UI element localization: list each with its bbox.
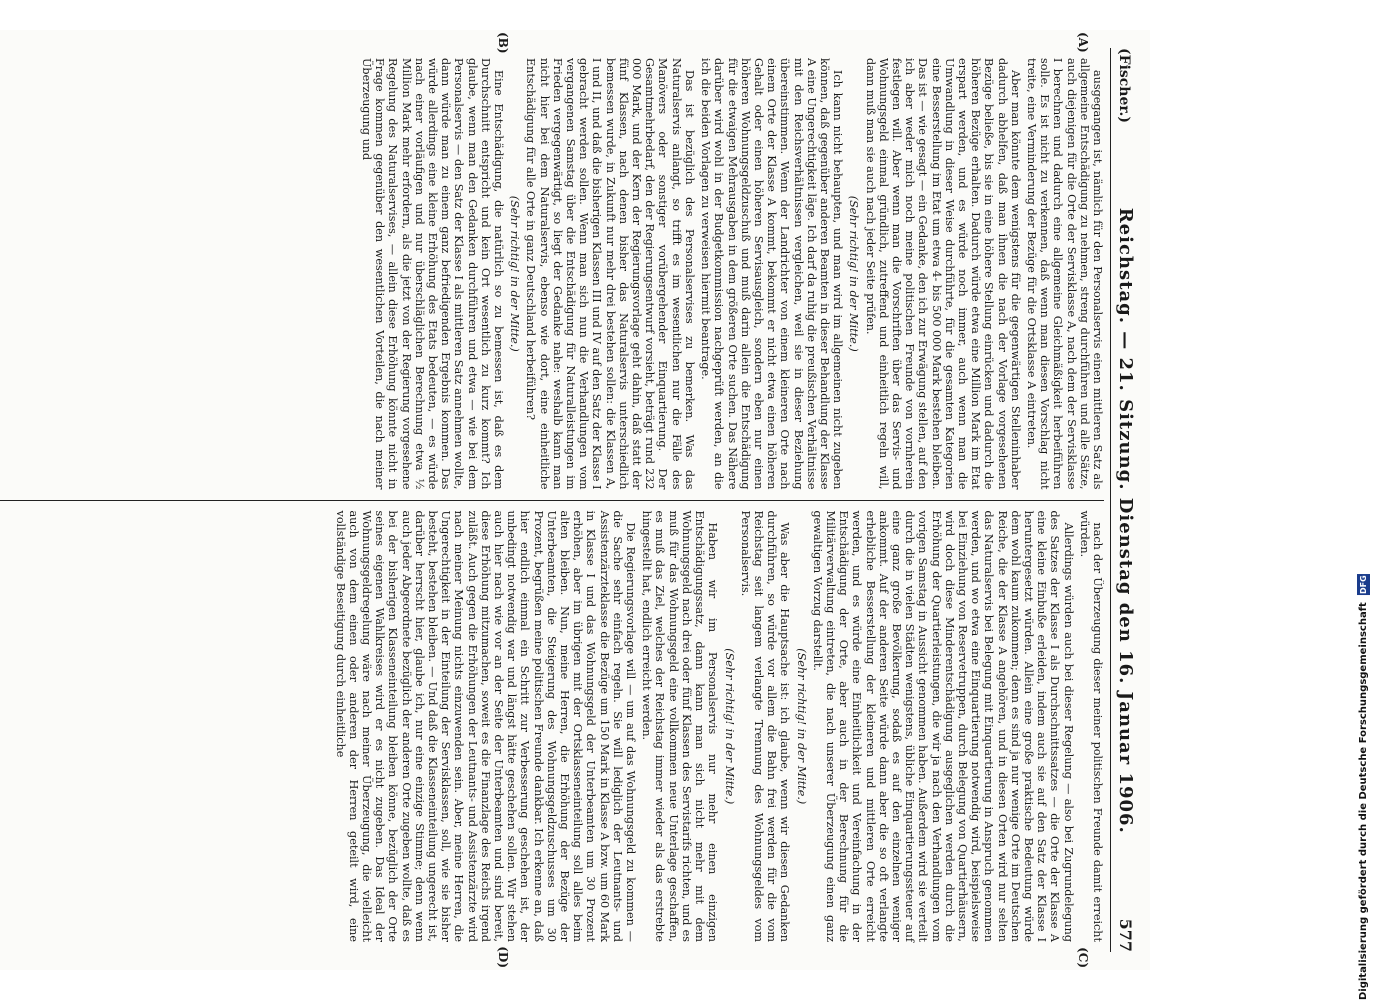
attribution-text bbox=[1357, 568, 1370, 1000]
page-number: 577 bbox=[1116, 918, 1135, 952]
interjection: (Sehr richtig! in der Mitte.) bbox=[847, 195, 861, 352]
margin-marker-d: (D) bbox=[496, 946, 510, 968]
paragraph: ausgegangen ist, nämlich für den Personalservis einen mittleren Satz als allgemeine Entschädigung zu nehmen, streng durchführen und alle Sätze, auch diejenigen für die Orte der Servisklasse A, nach dem der Servisklasse I berechnen und dadurch eine allgemeine Gleichmäßigkeit herbeiführen solle. Es ist nicht zu verkennen, daß wenn man diesen Vorschlag nicht treite, eine Verminderung der Bezüge für die Ortsklasse A eintreten. bbox=[1024, 58, 1104, 490]
paragraph: Das ist bezüglich des Personalservises zu bemerken. Was das Naturalservis anlangt, so trifft es im wesentlichen nur die Fälle des Manövers oder sonstiger vorübergehender Einquartierung. Der Gesamtmehrbedarf, den der Regierungsentwurf vorsieht, beträgt rund 232 000 Mark, und der Kern der Regierungsvorlage geht dahin, daß statt der fünf Klassen, nach denen bisher das Naturalservis unterschiedlich bemessen wurde, in Zukunft nur mehr drei bestehen sollen: die Klassen A, I und II, und daß die bisherigen Klassen III und IV auf den Satz der Klasse I gebracht werden sollen. Wenn man sich nun die Verhandlungen vom vergangenen Samstag über die Entschädigung für Naturalleistungen im Frieden vergegenwärtigt, so liegt der Gedanke nahe: weshalb kann man nicht hier bei dem Naturalservis, ebenso wie dort, eine einheitliche Entschädigung für alle Orte in ganz Deutschland herbeiführen? bbox=[524, 58, 696, 490]
interjection: (Sehr richtig! in der Mitte.) bbox=[794, 648, 808, 805]
paragraph: Allerdings würden auch bei dieser Regelung — also bei Zugrundelegung des Satzes der Klasse I als Durchschnittssatzes — die Orte der Klasse A eine kleine Einbuße erleiden, indem auch sie auf den Satz der Klasse I heruntergesetzt würden. Allein eine große praktische Bedeutung würde dem wohl kaum zukommen; denn es sind ja nur wenige Orte im Deutschen Reiche, die der Klasse A angehören, und in diesen Orten wird nur selten das Naturalservis bei Belegung mit Einquartierung in Anspruch genommen werden, und wo etwa eine Einquartierung notwendig wird, beispielsweise bei Einziehung von Reservetruppen, durch Belegung von Quartierhäusern, wird doch diese Minderentschädigung ausgeglichen werden durch die Erhöhung der Quartierleistungen, die wir ja nach den Verhandlungen vom vorigen Samstag in Aussicht genommen haben. Außerdem wird sie verteilt durch die in vielen Städten wenigstens, übliche Einquartierungssteuer auf eine ganz große Bevölkerung, sodaß es auf den einzelnen weniger ankommt. Auf der anderen Seite würde dann aber die so oft verlangte erhebliche Besserstellung der kleineren und mittleren Orte erreicht werden, und es würde eine Einheitlichkeit und Vereinfachung in der Entschädigung der Orte, aber auch in der Berechnung für die Militärverwaltung eintreten, die nach unserer Überzeugung einen ganz gewaltigen Vorzug darstellt. bbox=[810, 510, 1075, 942]
right-column bbox=[0, 500, 1104, 953]
interjection: (Sehr richtig! in der Mitte.) bbox=[508, 195, 522, 352]
paragraph: Aber man könnte dem wenigstens für die gegenwärtigen Stelleninhaber dadurch abhelfen, daß man ihnen die nach der Vorlage vorgesehenen Bezüge beließe, bis sie in eine höhere Stellung einrücken und dadurch die höheren Bezüge erhalten. Dadurch würde etwa eine Million Mark im Etat erspart werden, und es würde noch immer, auch wenn man die Umwandlung in dieser Weise durchführte, für die gesamten Kategorien eine Besserstellung im Etat um etwa 4- bis 500 000 Mark bestehen bleiben. Das ist — wie gesagt — ein Gedanke, den ich zur Erwägung stellen, auf den ich aber weder mich noch meine politischen Freunde von vornherein festlegen will. Aber wenn man die Vorschriften über das Servis- und Wohnungsgeld einmal gründlich, zutreffend und einheitlich regeln will, dann muß man sie auch nach jeder Seite prüfen. bbox=[863, 58, 1022, 490]
paragraph: Haben wir im Personalservis nur mehr einen einzigen Entschädigungssatz, dann kann man sich nicht mehr mit dem Wohnungsgeld nach drei oder fünf Klassen des Servistarifs richten, und es muß für das Wohnungsgeld eine vollkommen neue Unterlage geschaffen, es muß das Ziel, welches der Reichstag immer wieder als das erstrebte hingestellt hat, endlich erreicht werden. bbox=[640, 510, 720, 942]
margin-marker-a: (A) bbox=[1076, 32, 1090, 53]
paragraph: Was aber die Hauptsache ist: ich glaube, wenn wir diesen Gedanken durchführen, so würde vor allem die Bahn frei werden für die vom Reichstag seit langem verlangte Trennung des Wohnungsgeldes vom Personalservis. bbox=[738, 510, 792, 942]
attribution-strip bbox=[1353, 0, 1373, 1000]
paragraph: Ich kann nicht behaupten, und man wird im allgemeinen nicht zugeben können, daß gegenüber anderen Beamten in dieser Behandlung der Klasse A eine Ungerechtigkeit läge. Ich darf da ruhig die preußischen Verhältnisse mit den Reichsverhältnissen vergleichen, weil sie in dieser Beziehung übereinstimmen. Wenn der Landrichter von einem kleineren Orte nach einem Orte der Klasse A kommt, bekommt er nicht etwa einen höheren Gehalt oder einen höheren Servisausgleich, sondern eben nur einen höheren Wohnungsgeldzuschuß und muß darin allein die Entschädigung für die etwaigen Mehrausgaben in dem größeren Orte suchen. Das Nähere darüber wird wohl in der Budgetkommission nachgeprüft werden, an die ich die beiden Vorlagen zu verweisen hiermit beantrage. bbox=[699, 58, 845, 490]
margin-marker-c: (C) bbox=[1076, 947, 1090, 968]
attribution-label: Digitalisierung gefördert durch die Deutsche Forschungsgemeinschaft bbox=[1357, 602, 1369, 1000]
text-columns bbox=[0, 48, 1104, 952]
paragraph: nach der Überzeugung dieser meiner politischen Freunde damit erreicht würden. bbox=[1077, 510, 1104, 942]
interjection: (Sehr richtig! in der Mitte.) bbox=[722, 648, 736, 805]
newspaper-page bbox=[0, 30, 1150, 970]
left-column bbox=[0, 48, 1104, 500]
margin-marker-b: (B) bbox=[496, 32, 510, 54]
page-title: Reichstag. — 21. Sitzung. Dienstag den 16. Januar 1906. bbox=[1115, 207, 1136, 834]
page-header bbox=[1110, 48, 1136, 952]
speaker-name: (Fischer.) bbox=[1116, 48, 1132, 123]
dfg-logo: DFG bbox=[1358, 574, 1368, 594]
paragraph: Eine Entschädigung, die natürlich so zu bemessen ist, daß es dem Durchschnitt entspricht und kein Ort wesentlich zu kurz kommt? Ich glaube, wenn man den Gedanken durchführen und etwa — wie bei dem Personalservis — den Satz der Klasse I als mittleren Satz annehmen wollte, dann würde man zu einem ganz befriedigenden Ergebnis kommen. Das würde allerdings eine kleine Erhöhung des Etats bedeuten, — es würde nach einer vorläufigen und nur überschläglichen Berechnung etwa ½ Million Mark mehr erfordern, als die jetzt von der Regierung vorgesehene Regelung des Naturalservises, — allein diese Erhöhung könnte nicht in Frage kommen gegenüber den wesentlichen Vorteilen, die nach meiner Überzeugung und bbox=[360, 58, 506, 490]
paragraph: Die Regierungsvorlage will — um auf das Wohnungsgeld zu kommen — die Sache sehr einfach regeln. Sie will lediglich der Leutnants- und Assistenzärzteklasse die Bezüge um 150 Mark in Klasse A bzw. um 60 Mark in Klasse I und das Wohnungsgeld der Unterbeamten um 30 Prozent erhöhen, aber im übrigen mit der Ortsklasseneinteilung soll alles beim alten bleiben. Nun, meine Herren, die Erhöhung der Bezüge der Unterbeamten, die Steigerung des Wohnungsgeldzuschusses um 30 Prozent, begrüßen meine politischen Freunde dankbar. Ich erkenne an, daß hier endlich einmal ein Schritt zur Verbesserung geschehen ist, der unbedingt notwendig war und längst hätte geschehen sollen. Wir stehen auch hier nach wie vor an der Seite der Unterbeamten und sind bereit, diese Erhöhung mitzumachen, soweit es die Finanzlage des Reichs irgend zuläßt. Auch gegen die Erhöhungen der Leutnants- und Assistenzärzte wird nach meiner Meinung nichts einzuwenden sein. Aber, meine Herren, die Ungerechtigkeit in der Einteilung der Servisklassen, soll, wie sie bisher besteht, bestehen bleiben. — Und daß die Klasseneinteilung ungerecht ist, darüber herrscht hier, glaube ich, nur eine einzige Stimme; denn wenn auch jeder Abgeordnete bezüglich der anderen Orte zugeben wollte, daß es bei der bisherigen Klasseneinteilung bleiben könne, bezüglich der Orte seines eigenen Wahlkreises wird er es nicht zugeben. Das Ideal der Wohnungsgeldregelung wäre nach meiner Überzeugung, die vielleicht auch von dem einen oder anderen der Herren geteilt wird, eine vollständige Beseitigung durch einheitliche bbox=[333, 510, 638, 942]
